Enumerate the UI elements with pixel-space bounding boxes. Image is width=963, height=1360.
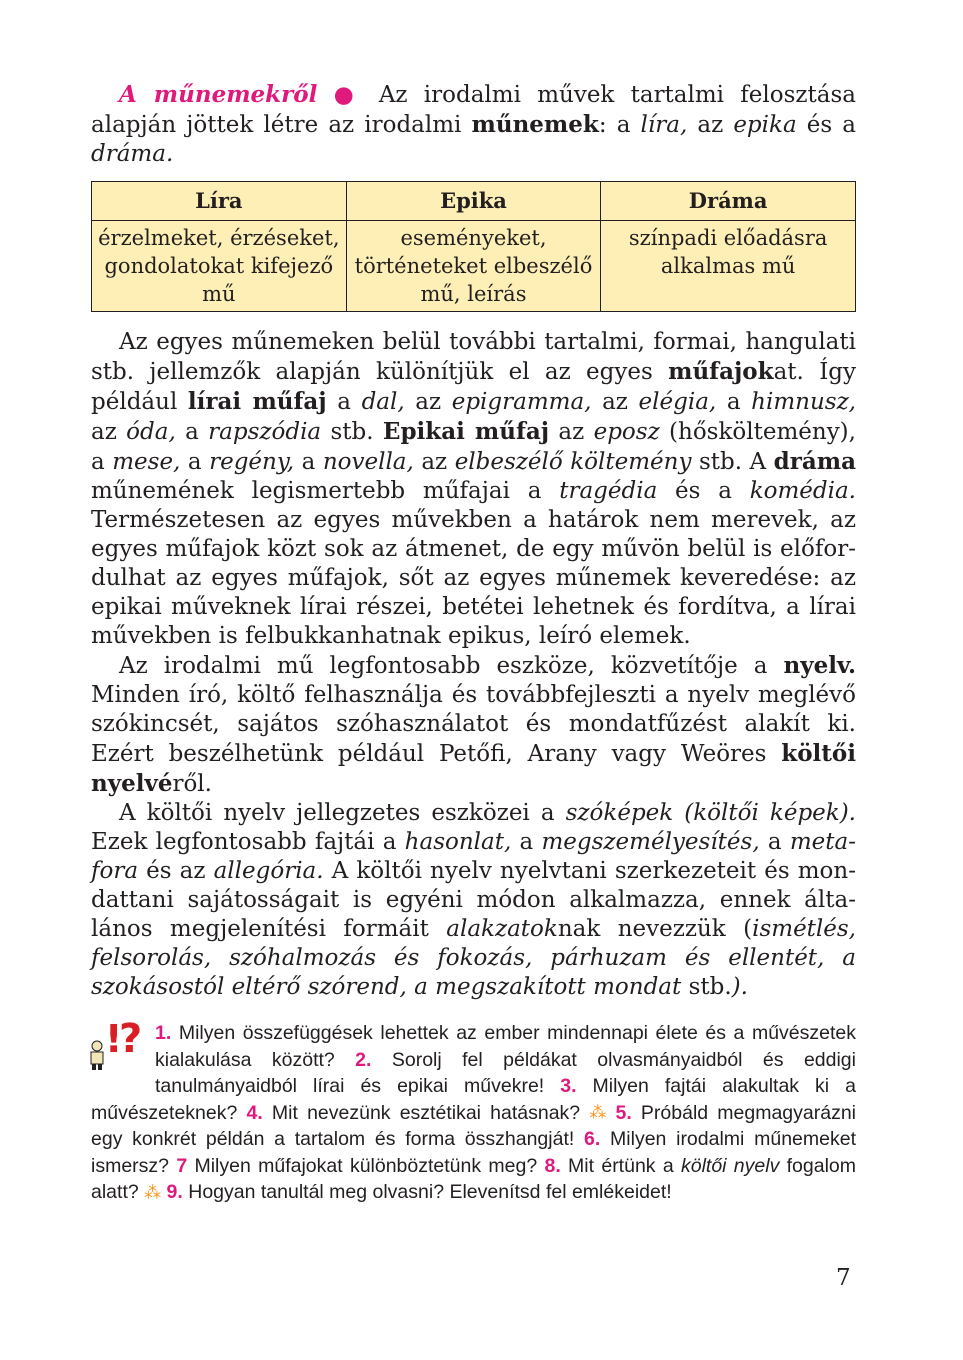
term-italic: tragédia — [559, 478, 658, 504]
text: Az irodalmi mű legfontosabb eszköze, közvetítője a — [119, 653, 784, 679]
page-number: 7 — [836, 1265, 851, 1291]
table-header: Dráma — [601, 182, 856, 221]
question-text: Mit értünk a — [560, 1154, 681, 1177]
star-icon: ⁂ — [589, 1103, 607, 1123]
text: a — [294, 449, 323, 475]
text: nak nevezzük ( — [557, 916, 753, 942]
table-cell: eseményeket, történeteket elbeszélő mű, leírás — [346, 221, 601, 312]
term-italic: líra, — [640, 112, 688, 138]
text: ről. — [172, 771, 212, 797]
question-number: 7 — [176, 1154, 188, 1177]
term-italic: novella, — [322, 449, 414, 475]
text: és az — [138, 858, 214, 884]
question-number: 5. — [615, 1101, 632, 1124]
text: a — [716, 389, 752, 415]
question-icon: ? — [119, 1016, 143, 1062]
table-cell: színpadi előadásra alkalmas mű — [601, 221, 856, 312]
table-cell: érzelmeket, érzéseket, gondolatokat kifejező mű — [92, 221, 347, 312]
question-number: 6. — [584, 1128, 601, 1150]
question-text: Sorolj fel példákat olvasmányaidból és eddigi tanulmányaidból lírai és epikai művekre! — [155, 1048, 856, 1097]
text: az — [91, 419, 127, 445]
text: (hősköltemény), a — [91, 419, 856, 475]
question-number: 8. — [544, 1154, 561, 1177]
paragraph-genres — [91, 328, 856, 651]
paragraph-poetic-language — [91, 799, 856, 1002]
term-italic: regény, — [209, 449, 295, 475]
text: az — [549, 419, 594, 445]
text: stb. — [321, 419, 383, 445]
text: az — [687, 112, 734, 138]
term-bold: költői nyelvé — [91, 740, 856, 797]
question-number: 1. — [155, 1022, 172, 1044]
term-bold: műfajok — [668, 358, 774, 385]
genre-table — [91, 181, 856, 312]
term-bold: nyelv. — [783, 652, 856, 679]
question-term-italic: költői nyelv — [680, 1154, 780, 1177]
term-italic: elbeszélő költemény — [454, 449, 692, 475]
text: a — [175, 419, 209, 445]
term-italic: ). — [731, 974, 748, 1000]
text: az — [413, 449, 455, 475]
text: A költői nyelv nyelvtani szerkezeteit és mondattani sajátosságait is egyéni módon alkalmazza, ennek általános megjelenítési formáit — [91, 858, 856, 942]
term-italic: komédia. — [749, 478, 856, 504]
question-text: Próbáld megmagyarázni egy konkrét példán a tartalom és forma összhangját! — [91, 1101, 857, 1150]
bullet-icon: ● — [333, 82, 363, 108]
question-mark-icon — [87, 1016, 149, 1080]
question-number: 2. — [355, 1048, 372, 1071]
term-italic: óda, — [126, 419, 176, 445]
table-header: Epika — [346, 182, 601, 221]
term-italic: metafora — [91, 829, 856, 884]
term-italic: ismétlés, felsorolás, szóhalmozás és fokozás, párhuzam és ellentét, a szokásostól eltérő szórend, a megszakított mondat — [91, 916, 856, 1000]
paragraph-language — [91, 651, 856, 799]
question-text: Milyen fajtái alakultak ki a művészeteknek? — [91, 1075, 856, 1124]
term-italic: dráma. — [91, 141, 174, 167]
term-italic: megszemélyesítés, — [541, 829, 760, 855]
text: és a — [796, 112, 856, 138]
figure-icon — [87, 1040, 107, 1070]
question-number: 4. — [246, 1101, 263, 1124]
text: Az irodalmi művek tartalmi felosztása alapján jöttek létre az irodalmi — [91, 82, 857, 138]
term-bold: lírai műfaj — [187, 388, 327, 415]
text: a — [180, 449, 210, 475]
text: A költői nyelv jellegzetes eszközei a — [119, 800, 566, 826]
text: és a — [657, 478, 750, 504]
text: stb. — [681, 974, 732, 1000]
term-italic: allegória. — [213, 858, 324, 884]
term-italic: epigramma, — [451, 389, 592, 415]
term-bold: Epikai műfaj — [382, 418, 550, 445]
term-italic: hasonlat, — [404, 829, 512, 855]
question-number: 3. — [560, 1075, 577, 1097]
term-italic: szóképek (költői képek). — [565, 800, 856, 826]
table-header-row — [92, 182, 856, 221]
text: a — [759, 829, 790, 855]
question-text: Mit nevezünk esztétikai hatásnak? — [262, 1101, 590, 1124]
term-italic: himnusz, — [751, 389, 856, 415]
text: az — [404, 389, 452, 415]
term-bold: dráma — [773, 448, 856, 475]
question-text: Milyen összefüggések lehettek az ember mindennapi élete és a művészetek kialakulása között? — [155, 1022, 856, 1071]
questions-box — [91, 1016, 857, 1206]
star-icon: ⁂ — [144, 1182, 162, 1202]
text: : a — [598, 112, 641, 138]
text: az — [591, 389, 639, 415]
question-text: Hogyan tanultál meg olvasni? Elevenítsd fel emlékeidet! — [182, 1181, 672, 1203]
text: Természetesen az egyes művekben a határok nem merevek, az egyes műfajok közt sok az átmenet, de egy művön belül is előfordulhat az egyes műfajok, sőt az egyes műnemek keveredése: az epikai műveknek lírai részei, betétei lehetnek és fordítva, a lírai művekben is felbukkanhatnak epikus, leíró elemek. — [91, 507, 856, 649]
exclamation-icon: ! — [105, 1017, 123, 1061]
text: Minden író, költő felhasználja és továbbfejleszti a nyelv meglévő szókincsét, sajátos szóhasználatot és mondatfűzést alakít ki. Ezért beszélhetünk például Petőfi, Arany vagy Weöres — [91, 682, 856, 767]
text: a — [511, 829, 542, 855]
text: stb. A — [691, 449, 774, 475]
term-italic: rapszódia — [208, 419, 322, 445]
question-text: Milyen irodalmi műnemeket ismersz? — [91, 1128, 856, 1177]
question-text: Milyen műfajokat különböztetünk meg? — [187, 1154, 545, 1177]
term-italic: epika — [733, 112, 797, 138]
text: műnemének legismertebb műfajai a — [91, 478, 560, 504]
table-header: Líra — [92, 182, 347, 221]
term-bold: műnemek — [471, 111, 599, 138]
term-italic: elégia, — [638, 389, 717, 415]
text: Az egyes műnemeken belül további tartalmi, formai, hangulati stb. jellemzők alapján különítjük el az egyes — [91, 329, 856, 385]
intro-paragraph — [91, 80, 856, 169]
text: Ezek legfontosabb fajtái a — [91, 829, 405, 855]
term-italic: mese, — [112, 449, 181, 475]
table-row — [92, 221, 856, 312]
question-number: 9. — [166, 1181, 183, 1203]
text: a — [326, 389, 362, 415]
term-italic: dal, — [361, 389, 405, 415]
term-italic: alakzatok — [446, 916, 558, 942]
question-text: fogalom alatt? — [91, 1154, 856, 1203]
main-text — [91, 80, 856, 1002]
term-italic: eposz — [593, 419, 660, 445]
section-title: A műnemekről — [119, 81, 318, 108]
text: at. Így például — [91, 359, 856, 415]
